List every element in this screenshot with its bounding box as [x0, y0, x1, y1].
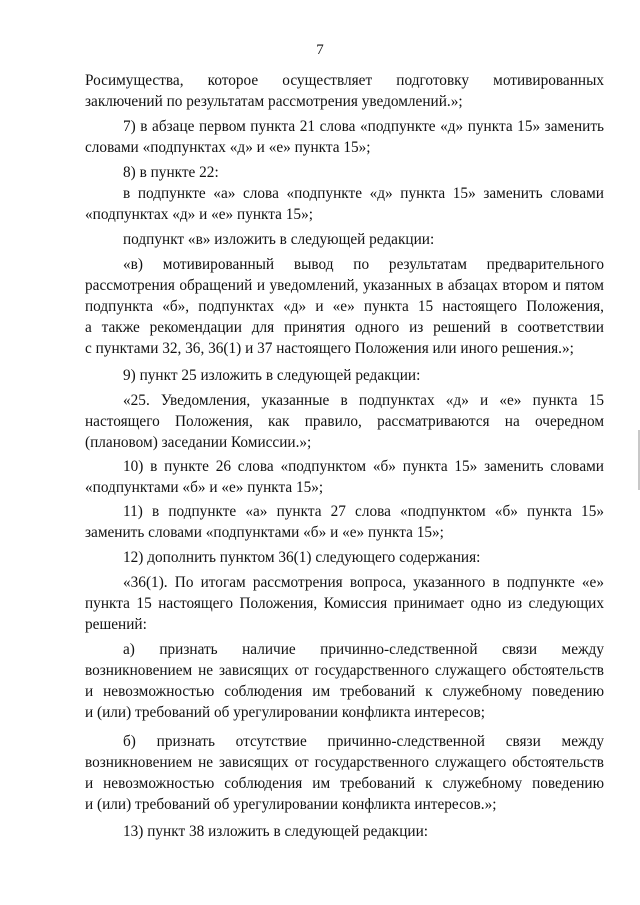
paragraph-line: подпункт «в» изложить в следующей редакции: — [123, 231, 435, 248]
paragraph — [85, 572, 604, 635]
paragraph — [85, 390, 604, 453]
paragraph — [85, 639, 604, 723]
paragraph — [85, 365, 604, 386]
paragraph — [85, 229, 604, 250]
paragraph-line: решений: — [85, 616, 147, 633]
page-number: 7 — [316, 42, 324, 58]
paragraph-line: рассмотрения обращений и уведомлений, указанных в абзацах втором и пятом — [85, 277, 604, 294]
paragraph-line: и невозможностью соблюдения им требований к служебному поведению — [85, 775, 604, 792]
paragraph-line: заменить словами «подпунктами «б» и «е» пункта 15»; — [85, 524, 444, 541]
paragraph-line: «36(1). По итогам рассмотрения вопроса, указанного в подпункте «е» — [123, 574, 604, 591]
paragraph — [85, 731, 604, 815]
paragraph-line: 9) пункт 25 изложить в следующей редакции: — [123, 367, 421, 384]
paragraph — [85, 70, 604, 112]
paragraph — [85, 162, 604, 183]
paragraph-line: а) признать наличие причинно-следственной связи между — [123, 641, 604, 658]
paragraph-line: «в) мотивированный вывод по результатам предварительного — [123, 256, 604, 273]
paragraph — [85, 547, 604, 568]
paragraph-line: 11) в подпункте «а» пункта 27 слова «подпунктом «б» пункта 15» — [123, 503, 604, 520]
paragraph-line: (плановом) заседании Комиссии.»; — [85, 434, 312, 451]
paragraph — [85, 821, 604, 842]
paragraph — [85, 116, 604, 158]
paragraph-line: «подпунктами «б» и «е» пункта 15»; — [85, 479, 324, 496]
paragraph-line: и (или) требований об урегулировании конфликта интересов; — [85, 704, 485, 721]
paragraph-line: в подпункте «а» слова «подпункте «д» пункта 15» заменить словами — [123, 185, 604, 202]
paragraph — [85, 183, 604, 225]
paragraph-line: 12) дополнить пунктом 36(1) следующего содержания: — [123, 549, 481, 566]
paragraph-line: 7) в абзаце первом пункта 21 слова «подпункте «д» пункта 15» заменить — [123, 118, 604, 135]
paragraph-line: а также рекомендации для принятия одного из решений в соответствии — [85, 319, 604, 336]
paragraph-line: б) признать отсутствие причинно-следственной связи между — [123, 733, 604, 750]
paragraph-line: с пунктами 32, 36, 36(1) и 37 настоящего Положения или иного решения.»; — [85, 340, 574, 357]
paragraph — [85, 501, 604, 543]
paragraph-line: возникновением не зависящих от государственного служащего обстоятельств — [85, 754, 604, 771]
paragraph — [85, 254, 604, 359]
paragraph-line: и (или) требований об урегулировании конфликта интересов.»; — [85, 796, 497, 813]
paragraph-line: 10) в пункте 26 слова «подпунктом «б» пункта 15» заменить словами — [123, 458, 604, 475]
paragraph — [85, 456, 604, 498]
paragraph-line: «подпунктах «д» и «е» пункта 15»; — [85, 206, 313, 223]
paragraph-line: Росимущества, которое осуществляет подготовку мотивированных — [85, 72, 604, 89]
paragraph-line: подпункта «б», подпунктах «д» и «е» пункта 15 настоящего Положения, — [85, 298, 604, 315]
paragraph-line: пункта 15 настоящего Положения, Комиссия принимает одно из следующих — [85, 595, 604, 612]
paragraph-line: «25. Уведомления, указанные в подпунктах «д» и «е» пункта 15 — [123, 392, 604, 409]
paragraph-line: 13) пункт 38 изложить в следующей редакции: — [123, 823, 429, 840]
paragraph-line: словами «подпунктах «д» и «е» пункта 15»; — [85, 139, 371, 156]
paragraph-line: настоящего Положения, как правило, рассматриваются на очередном — [85, 413, 604, 430]
paragraph-line: возникновением не зависящих от государственного служащего обстоятельств — [85, 662, 604, 679]
paragraph-line: заключений по результатам рассмотрения уведомлений.»; — [85, 93, 463, 110]
paragraph-line: и невозможностью соблюдения им требований к служебному поведению — [85, 683, 604, 700]
paragraph-line: 8) в пункте 22: — [123, 164, 219, 181]
